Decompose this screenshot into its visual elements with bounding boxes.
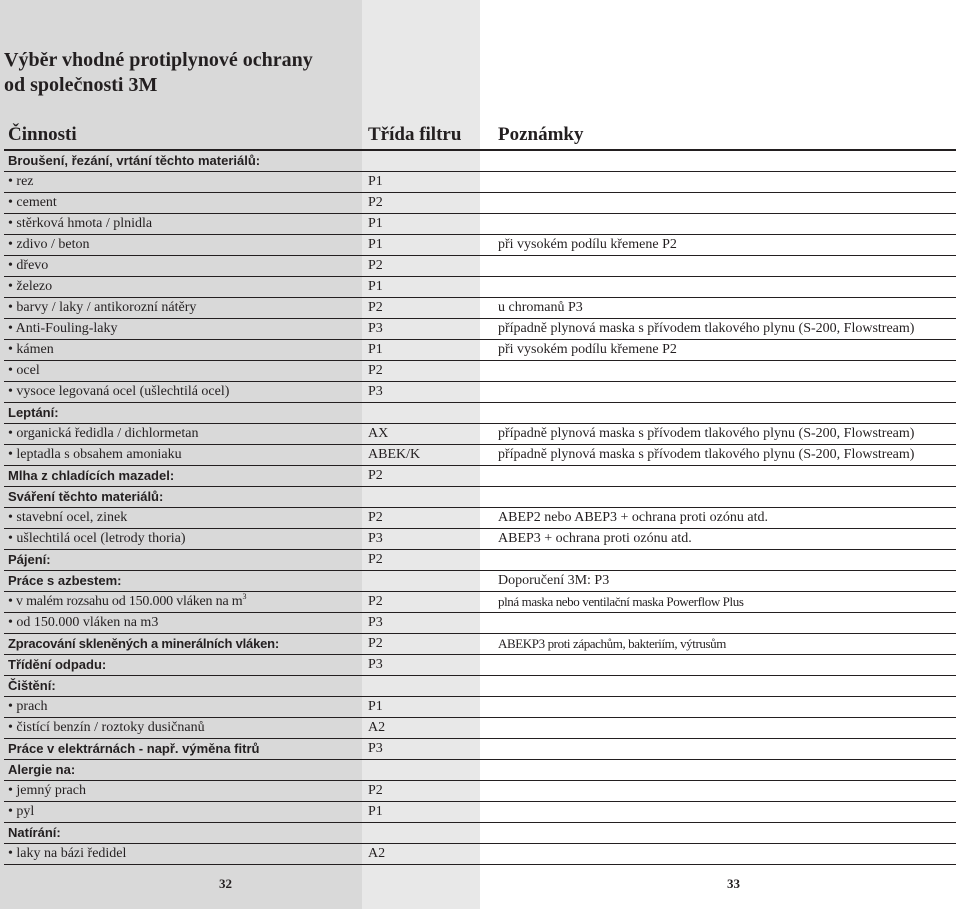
activity-cell <box>8 235 90 255</box>
filter-class-cell: P1 <box>368 237 383 252</box>
activity-cell <box>8 760 75 780</box>
activity-cell <box>8 424 198 444</box>
note-cell: plná maska nebo ventilační maska Powerflow Plus <box>498 594 744 609</box>
activity-cell <box>8 655 106 675</box>
table-row <box>4 193 956 214</box>
filter-class-cell: P2 <box>368 258 383 273</box>
filter-class-cell: P2 <box>368 594 383 609</box>
superscript: 3 <box>242 592 247 601</box>
filter-class-cell: P3 <box>368 384 383 399</box>
activity-cell <box>8 718 205 738</box>
activity-cell <box>8 634 279 654</box>
section-row <box>4 676 956 697</box>
activity-text: • rez <box>8 174 34 189</box>
filter-class-cell: P2 <box>368 510 383 525</box>
activity-text: Práce v elektrárnách - např. výměna fitrů <box>8 741 260 756</box>
activity-text: • ušlechtilá ocel (letrody thoria) <box>8 531 186 546</box>
activity-cell <box>8 508 127 528</box>
table-row <box>4 235 956 256</box>
filter-class-cell: P2 <box>368 783 383 798</box>
section-row <box>4 739 956 760</box>
activity-cell <box>8 739 259 759</box>
note-cell: případně plynová maska s přívodem tlakového plynu (S-200, Flowstream) <box>498 447 915 462</box>
activity-text: • barvy / laky / antikorozní nátěry <box>8 300 197 315</box>
filter-class-cell: P1 <box>368 279 383 294</box>
activity-cell <box>8 277 52 297</box>
activity-cell <box>8 151 260 171</box>
activity-text: • cement <box>8 195 57 210</box>
activity-cell <box>8 319 118 339</box>
activity-text: • zdivo / beton <box>8 237 90 252</box>
activity-text: Alergie na: <box>8 762 76 777</box>
page-number-right: 33 <box>727 876 740 891</box>
table-row <box>4 277 956 298</box>
activity-text: • čistící benzín / roztoky dusičnanů <box>8 720 205 735</box>
filter-class-cell: P1 <box>368 342 383 357</box>
activity-cell <box>8 844 126 864</box>
filter-class-cell: P3 <box>368 657 383 672</box>
activity-cell <box>8 613 158 633</box>
activity-text: Leptání: <box>8 405 59 420</box>
activity-cell <box>8 802 34 822</box>
page-number-left: 32 <box>219 876 232 891</box>
filter-table <box>4 151 956 865</box>
activity-text: • Anti-Fouling-laky <box>8 321 118 336</box>
filter-class-cell: P3 <box>368 531 383 546</box>
column-header-activities: Činnosti <box>8 124 77 145</box>
activity-cell <box>8 214 152 234</box>
table-row <box>4 298 956 319</box>
activity-cell <box>8 697 48 717</box>
table-row <box>4 172 956 193</box>
filter-class-cell: P3 <box>368 741 383 756</box>
section-row <box>4 655 956 676</box>
section-row <box>4 466 956 487</box>
note-cell: ABEP2 nebo ABEP3 + ochrana proti ozónu atd. <box>498 510 768 525</box>
activity-text: Mlha z chladících mazadel: <box>8 468 175 483</box>
activity-text: • laky na bázi ředidel <box>8 846 127 861</box>
table-row <box>4 781 956 802</box>
table-row <box>4 508 956 529</box>
activity-cell <box>8 298 196 318</box>
activity-cell <box>8 193 57 213</box>
activity-text: • leptadla s obsahem amoniaku <box>8 447 182 462</box>
table-row <box>4 256 956 277</box>
table-row <box>4 361 956 382</box>
section-row <box>4 760 956 781</box>
activity-cell <box>8 172 34 192</box>
activity-cell <box>8 466 174 486</box>
table-row <box>4 319 956 340</box>
filter-class-cell: P1 <box>368 699 383 714</box>
page-title-line-2: od společnosti 3M <box>4 74 158 96</box>
table-row <box>4 424 956 445</box>
activity-text: • kámen <box>8 342 54 357</box>
activity-cell <box>8 382 229 402</box>
page-title-line-1: Výběr vhodné protiplynové ochrany <box>4 49 313 71</box>
activity-text: • jemný prach <box>8 783 86 798</box>
activity-cell <box>8 340 54 360</box>
filter-class-cell: P2 <box>368 552 383 567</box>
section-row <box>4 571 956 592</box>
activity-text: • od 150.000 vláken na m3 <box>8 615 159 630</box>
table-row <box>4 697 956 718</box>
activity-cell <box>8 445 182 465</box>
activity-cell <box>8 256 48 276</box>
activity-cell <box>8 676 56 696</box>
activity-text: Čištění: <box>8 678 56 693</box>
activity-cell <box>8 361 40 381</box>
filter-class-cell: P1 <box>368 174 383 189</box>
filter-class-cell: P1 <box>368 804 383 819</box>
activity-text: • stěrková hmota / plnidla <box>8 216 153 231</box>
table-row <box>4 718 956 739</box>
table-row <box>4 382 956 403</box>
table-row <box>4 529 956 550</box>
activity-text: Pájení: <box>8 552 51 567</box>
filter-class-cell: P3 <box>368 615 383 630</box>
activity-cell <box>8 403 59 423</box>
table-row <box>4 340 956 361</box>
filter-class-cell: A2 <box>368 720 386 735</box>
note-cell: ABEP3 + ochrana proti ozónu atd. <box>498 531 692 546</box>
activity-cell <box>8 592 246 612</box>
note-cell: u chromanů P3 <box>498 300 583 315</box>
activity-text: Třídění odpadu: <box>8 657 107 672</box>
activity-cell <box>8 823 61 843</box>
activity-cell <box>8 529 186 549</box>
activity-text: • železo <box>8 279 53 294</box>
section-row <box>4 151 956 172</box>
activity-cell <box>8 571 121 591</box>
filter-class-cell: ABEK/K <box>368 447 421 462</box>
section-row <box>4 403 956 424</box>
table-row <box>4 445 956 466</box>
activity-text: • stavební ocel, zinek <box>8 510 128 525</box>
table-row <box>4 802 956 823</box>
note-cell: Doporučení 3M: P3 <box>498 573 610 588</box>
page-title <box>4 48 313 98</box>
filter-class-cell: P3 <box>368 321 383 336</box>
section-row <box>4 550 956 571</box>
filter-class-cell: P2 <box>368 363 383 378</box>
activity-text: Broušení, řezání, vrtání těchto materiálů: <box>8 153 261 168</box>
note-cell: při vysokém podílu křemene P2 <box>498 237 677 252</box>
activity-text: Natírání: <box>8 825 61 840</box>
note-cell: ABEKP3 proti zápachům, bakteriím, výtrusům <box>498 636 726 651</box>
filter-class-cell: AX <box>368 426 389 441</box>
note-cell: při vysokém podílu křemene P2 <box>498 342 677 357</box>
activity-text: • pyl <box>8 804 35 819</box>
activity-text: Zpracování skleněných a minerálních vláken: <box>8 636 280 651</box>
filter-class-cell: P2 <box>368 300 383 315</box>
section-row <box>4 634 956 655</box>
section-row <box>4 823 956 844</box>
note-cell: případně plynová maska s přívodem tlakového plynu (S-200, Flowstream) <box>498 426 915 441</box>
filter-class-cell: P2 <box>368 468 383 483</box>
table-row <box>4 844 956 865</box>
note-cell: případně plynová maska s přívodem tlakového plynu (S-200, Flowstream) <box>498 321 915 336</box>
activity-cell <box>8 487 163 507</box>
section-row <box>4 487 956 508</box>
table-row <box>4 613 956 634</box>
filter-class-cell: P1 <box>368 216 383 231</box>
activity-text: Práce s azbestem: <box>8 573 122 588</box>
filter-class-cell: P2 <box>368 636 383 651</box>
activity-cell <box>8 781 86 801</box>
activity-text: • organická ředidla / dichlormetan <box>8 426 199 441</box>
activity-cell <box>8 550 51 570</box>
column-header-notes: Poznámky <box>498 124 584 145</box>
activity-text: • v malém rozsahu od 150.000 vláken na m <box>8 594 243 609</box>
table-row <box>4 214 956 235</box>
activity-text: • vysoce legovaná ocel (ušlechtilá ocel) <box>8 384 230 399</box>
activity-text: • dřevo <box>8 258 49 273</box>
activity-text: Sváření těchto materiálů: <box>8 489 164 504</box>
activity-text: • ocel <box>8 363 40 378</box>
column-header-filter-class: Třída filtru <box>368 124 462 145</box>
filter-class-cell: P2 <box>368 195 383 210</box>
filter-class-cell: A2 <box>368 846 386 861</box>
activity-text: • prach <box>8 699 48 714</box>
table-row <box>4 592 956 613</box>
